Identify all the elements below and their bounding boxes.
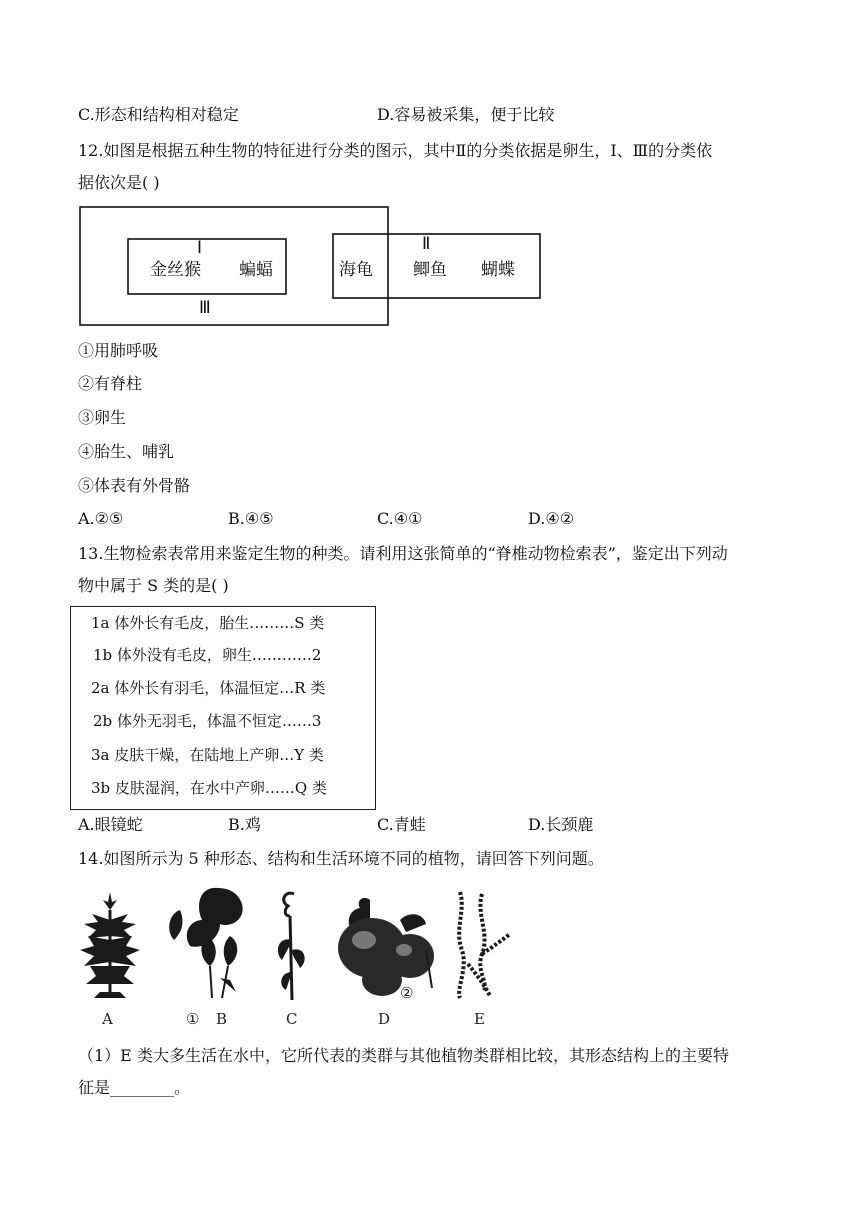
- animal-butterfly: 蝴蝶: [481, 260, 515, 280]
- key-row-3a: 3a 皮肤干燥，在陆地上产卵…Y 类: [91, 746, 324, 764]
- label-I: Ⅰ: [197, 238, 203, 258]
- q12-classification-figure: [0, 0, 860, 340]
- q14-sub1-line2: 征是________。: [78, 1078, 191, 1097]
- plant-label-circle-1: ①: [186, 1010, 200, 1028]
- animal-golden-monkey: 金丝猴: [150, 260, 201, 280]
- q14-plants-figure: [70, 880, 550, 1030]
- q11-option-d: D.容易被采集，便于比较: [377, 105, 555, 124]
- plant-label-b: B: [216, 1010, 228, 1028]
- moss-plant-icon: [169, 888, 242, 998]
- plant-label-circle-2: ②: [400, 984, 414, 1002]
- q14-stem: 14.如图所示为 5 种形态、结构和生活环境不同的植物，请回答下列问题。: [78, 849, 604, 868]
- q12-option-a: A.②⑤: [78, 509, 124, 528]
- q13-option-a: A.眼镜蛇: [78, 815, 143, 834]
- key-row-2b: 2b 体外无羽毛，体温不恒定……3: [93, 712, 322, 730]
- q12-item-1: ①用肺呼吸: [78, 341, 159, 360]
- animal-bat: 蝙蝠: [239, 260, 273, 280]
- label-III: Ⅲ: [199, 298, 211, 318]
- q13-stem-line2: 物中属于 S 类的是( ): [78, 576, 229, 595]
- plant-label-a: A: [102, 1010, 113, 1028]
- animal-crucian-carp: 鲫鱼: [413, 260, 447, 280]
- q14-sub1-line1: （1）E 类大多生活在水中，它所代表的类群与其他植物类群相比较，其形态结构上的主要特: [78, 1046, 729, 1065]
- q13-option-c: C.青蛙: [377, 815, 426, 834]
- key-row-1a: 1a 体外长有毛皮，胎生………S 类: [91, 614, 325, 632]
- q12-item-5: ⑤体表有外骨骼: [78, 476, 191, 495]
- plant-label-c: C: [286, 1010, 298, 1028]
- key-row-2a: 2a 体外长有羽毛，体温恒定…R 类: [91, 679, 326, 697]
- plant-label-e: E: [474, 1010, 485, 1028]
- algae-plant-icon: [459, 892, 510, 998]
- q12-stem-line1: 12.如图是根据五种生物的特征进行分类的图示，其中Ⅱ的分类依据是卵生，Ⅰ、Ⅲ的分类依: [78, 141, 713, 160]
- q12-item-3: ③卵生: [78, 408, 127, 427]
- q13-option-b: B.鸡: [228, 815, 261, 834]
- q12-option-d: D.④②: [528, 509, 575, 528]
- plant-label-d: D: [378, 1010, 391, 1028]
- q11-option-c: C.形态和结构相对稳定: [78, 105, 239, 124]
- dichotomous-key-table: [70, 606, 376, 810]
- q12-stem-line2: 据依次是( ): [78, 173, 160, 192]
- q12-item-4: ④胎生、哺乳: [78, 442, 175, 461]
- key-row-1b: 1b 体外没有毛皮，卵生…………2: [93, 646, 322, 664]
- q12-option-b: B.④⑤: [228, 509, 274, 528]
- q13-stem-line1: 13.生物检索表常用来鉴定生物的种类。请利用这张简单的“脊椎动物检索表”，鉴定出下列动: [78, 544, 728, 563]
- label-II: Ⅱ: [422, 234, 431, 254]
- q12-item-2: ②有脊柱: [78, 374, 143, 393]
- animal-sea-turtle: 海龟: [339, 260, 373, 280]
- key-row-3b: 3b 皮肤湿润，在水中产卵……Q 类: [91, 779, 327, 797]
- fern-plant-icon: [80, 892, 140, 998]
- seedling-plant-icon: [278, 893, 305, 1000]
- q13-option-d: D.长颈鹿: [528, 815, 594, 834]
- fruit-plant-icon: [338, 898, 434, 996]
- q12-option-c: C.④①: [377, 509, 423, 528]
